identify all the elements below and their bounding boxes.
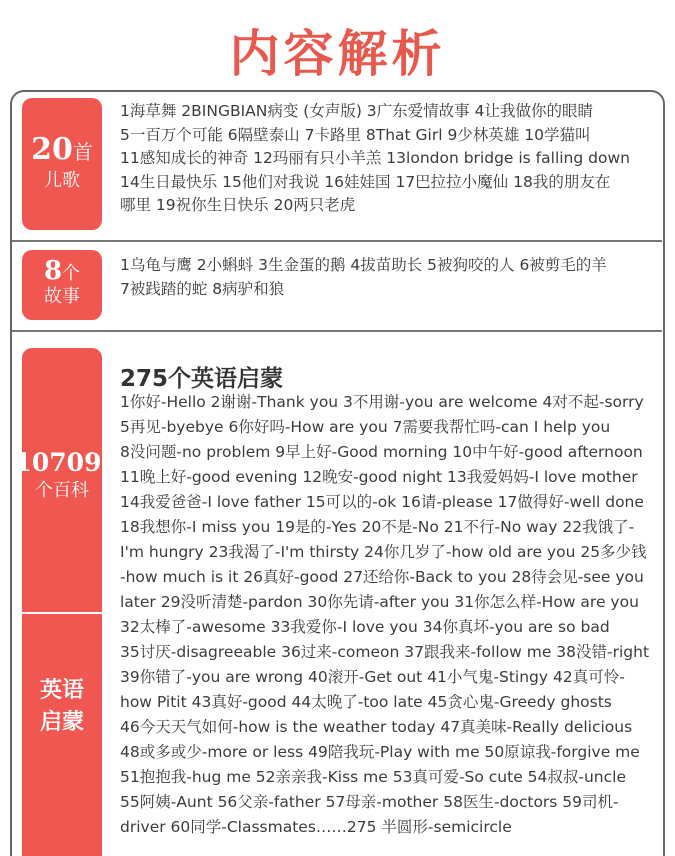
english-line: I'm hungry 23我渴了-I'm thirsty 24你几岁了-how old are you 25多少钱 <box>120 543 647 561</box>
english-line: 32太棒了-awesome 33我爱你-I love you 34你真坏-you are so bad <box>120 618 610 636</box>
english-line: 18我想你-I miss you 19是的-Yes 20不是-No 21不行-No way 22我饿了- <box>120 518 635 536</box>
songs-line: 1海草舞 2BINGBIAN病变 (女声版) 3广东爱情故事 4让我做你的眼睛 <box>120 102 593 120</box>
songs-count: 20 <box>31 132 73 167</box>
english-line: 48或多或少-more or less 49陪我玩-Play with me 50原谅我-forgive me <box>120 743 640 761</box>
english-line: how Pitit 43真好-good 44太晚了-too late 45贪心鬼-Greedy ghosts <box>120 693 612 711</box>
english-line: 35讨厌-disagreeable 36过来-comeon 37跟我来-follow me 38没错-right <box>120 643 650 661</box>
english-badge <box>14 348 102 856</box>
english-line: 11晚上好-good evening 12晚安-good night 13我爱妈妈-I love mother <box>120 468 638 486</box>
english-line: 14我爱爸爸-I love father 15可以的-ok 16请-please 17做得好-well done <box>120 493 644 511</box>
english-line: driver 60同学-Classmates……275 半圆形-semicircle <box>120 818 512 836</box>
songs-line: 5一百万个可能 6隔壁泰山 7卡路里 8That Girl 9少林英雄 10学猫叫 <box>120 125 591 144</box>
english-label-line2: 启蒙 <box>39 710 84 735</box>
songs-badge <box>22 98 102 230</box>
stories-badge <box>22 250 102 320</box>
songs-list <box>120 100 660 218</box>
stories-line: 1乌龟与鹰 2小蝌蚪 3生金蛋的鹅 4拔苗助长 5被狗咬的人 6被剪毛的羊 <box>120 256 607 274</box>
english-count: 10709 <box>14 448 102 477</box>
divider <box>12 330 662 332</box>
english-line: 39你错了-you are wrong 40滚开-Get out 41小气鬼-Stingy 42真可怜- <box>120 668 625 686</box>
english-line: 55阿姨-Aunt 56父亲-father 57母亲-mother 58医生-doctors 59司机- <box>120 793 619 811</box>
english-line: 51抱抱我-hug me 52亲亲我-Kiss me 53真可爱-So cute 54叔叔-uncle <box>120 768 626 786</box>
english-line: 1你好-Hello 2谢谢-Thank you 3不用谢-you are welcome 4对不起-sorry <box>120 393 644 411</box>
stories-line: 7被践踏的蛇 8病驴和狼 <box>120 279 285 298</box>
english-line: later 29没听清楚-pardon 30你先请-after you 31你怎么样-How are you <box>120 593 639 611</box>
stories-count: 8 <box>43 256 63 286</box>
stories-list <box>120 254 660 301</box>
songs-line: 11感知成长的神奇 12玛丽有只小羊羔 13london bridge is falling down <box>120 149 630 167</box>
page-title: 内容解析 <box>229 25 446 83</box>
songs-line: 14生日最快乐 15他们对我说 16娃娃国 17巴拉拉小魔仙 18我的朋友在 <box>120 172 611 191</box>
english-line: 8没问题-no problem 9早上好-Good morning 10中午好-good afternoon <box>120 443 643 461</box>
badge-gap <box>22 612 102 614</box>
songs-label: 儿歌 <box>44 170 80 191</box>
english-line: 46今天天气如何-how is the weather today 47真美味-Really delicious <box>120 718 633 736</box>
english-line: -how much is it 26真好-good 27还给你-Back to you 28待会见-see you <box>120 568 644 586</box>
english-label-line1: 英语 <box>39 678 84 703</box>
divider <box>12 240 662 242</box>
stories-label: 故事 <box>44 286 80 307</box>
english-count-label: 个百科 <box>35 480 89 501</box>
english-heading: 275个英语启蒙 <box>120 366 284 392</box>
english-line: 5再见-byebye 6你好吗-How are you 7需要我帮忙吗-can I help you <box>120 418 611 436</box>
songs-line: 哪里 19祝你生日快乐 20两只老虎 <box>120 196 356 214</box>
songs-unit: 首 <box>72 140 93 164</box>
stories-unit: 个 <box>62 263 81 284</box>
